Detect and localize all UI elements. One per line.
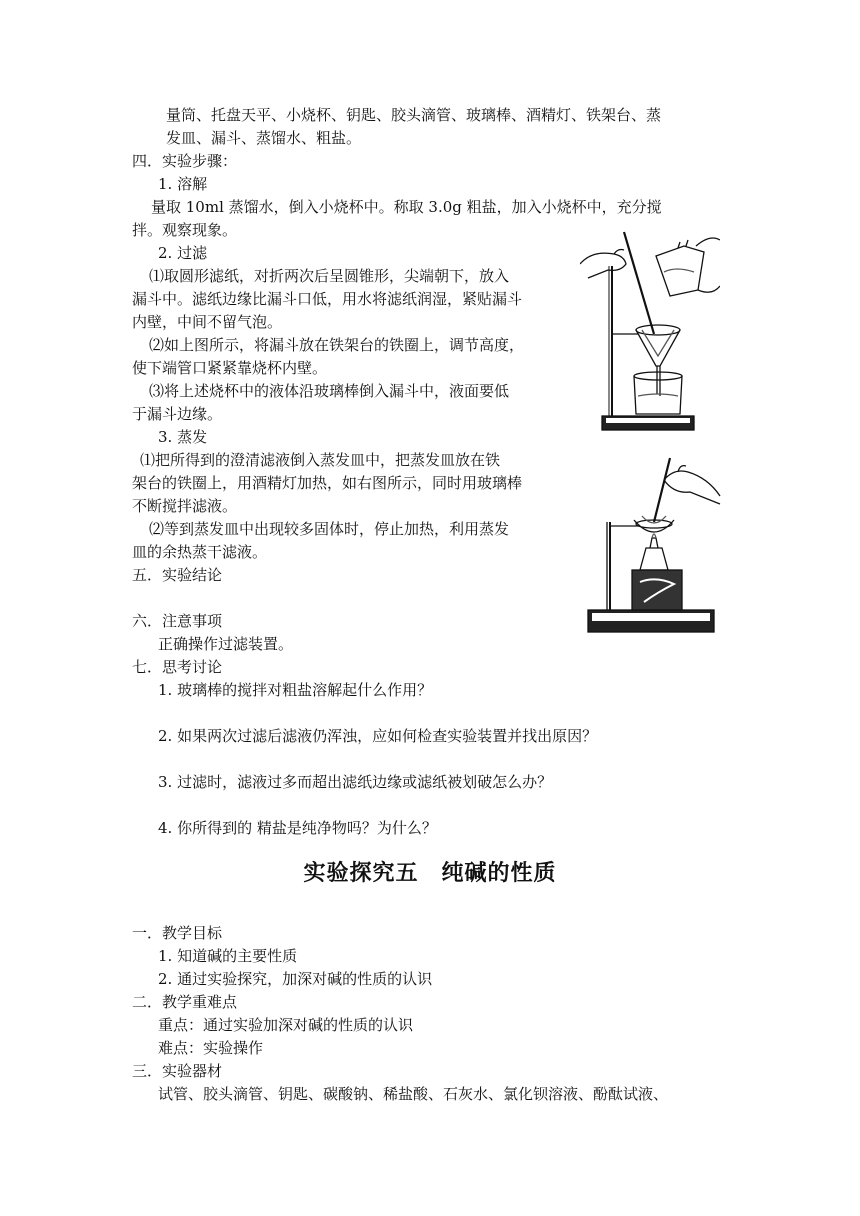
difficulty: 难点：实验操作 bbox=[158, 1039, 264, 1057]
filtration-apparatus-figure bbox=[580, 226, 720, 436]
steps-heading: 四．实验步骤： bbox=[132, 152, 238, 170]
step2-title: 2. 过滤 bbox=[158, 244, 208, 262]
equipment-line: 试管、胶头滴管、钥匙、碳酸钠、稀盐酸、石灰水、氯化钡溶液、酚酞试液、 bbox=[158, 1085, 669, 1103]
step3-title: 3. 蒸发 bbox=[158, 428, 208, 446]
step2-p3-line-2: 于漏斗边缘。 bbox=[132, 405, 223, 423]
materials-line-2: 发皿、漏斗、蒸馏水、粗盐。 bbox=[166, 129, 362, 147]
discussion-heading: 七．思考讨论 bbox=[132, 658, 223, 676]
materials-line-1: 量筒、托盘天平、小烧杯、钥匙、胶头滴管、玻璃棒、酒精灯、铁架台、蒸 bbox=[166, 106, 662, 124]
step2-p1-line-3: 内壁，中间不留气泡。 bbox=[132, 313, 283, 331]
key-heading: 二．教学重难点 bbox=[132, 993, 238, 1011]
step2-p3-line-1: ⑶将上述烧杯中的液体沿玻璃棒倒入漏斗中，液面要低 bbox=[149, 382, 510, 400]
step3-p1-line-2: 架台的铁圈上，用酒精灯加热，如右图所示，同时用玻璃棒 bbox=[132, 474, 523, 492]
step3-p2-line-1: ⑵等到蒸发皿中出现较多固体时，停止加热，利用蒸发 bbox=[149, 520, 510, 538]
step2-p2-line-1: ⑵如上图所示，将漏斗放在铁架台的铁圈上，调节高度， bbox=[149, 336, 525, 354]
conclusion-heading: 五．实验结论 bbox=[132, 566, 223, 584]
step1-line-2: 拌。观察现象。 bbox=[132, 221, 238, 239]
goals-heading: 一．教学目标 bbox=[132, 924, 223, 942]
goal-1: 1. 知道碱的主要性质 bbox=[158, 947, 298, 965]
step3-p2-line-2: 皿的余热蒸干滤液。 bbox=[132, 543, 268, 561]
step2-p1-line-1: ⑴取圆形滤纸，对折两次后呈圆锥形，尖端朝下，放入 bbox=[149, 267, 510, 285]
goal-2: 2. 通过实验探究，加深对碱的性质的认识 bbox=[158, 970, 433, 988]
notes-heading: 六．注意事项 bbox=[132, 612, 223, 630]
equipment-heading: 三．实验器材 bbox=[132, 1062, 223, 1080]
step3-p1-line-1: ⑴把所得到的澄清滤液倒入蒸发皿中，把蒸发皿放在铁 bbox=[140, 451, 501, 469]
key-point: 重点：通过实验加深对碱的性质的认识 bbox=[158, 1016, 414, 1034]
question-4: 4. 你所得到的 精盐是纯净物吗？为什么？ bbox=[158, 819, 437, 837]
notes-text: 正确操作过滤装置。 bbox=[158, 635, 294, 653]
question-3: 3. 过滤时，滤液过多而超出滤纸边缘或滤纸被划破怎么办？ bbox=[158, 773, 553, 791]
question-2: 2. 如果两次过滤后滤液仍浑浊，应如何检查实验装置并找出原因？ bbox=[158, 727, 598, 745]
question-1: 1. 玻璃棒的搅拌对粗盐溶解起什么作用？ bbox=[158, 681, 433, 699]
step2-p2-line-2: 使下端管口紧紧靠烧杯内壁。 bbox=[132, 359, 328, 377]
step1-line-1: 量取 10ml 蒸馏水，倒入小烧杯中。称取 3.0g 粗盐，加入小烧杯中，充分搅 bbox=[151, 198, 662, 216]
section-title: 实验探究五 纯碱的性质 bbox=[303, 861, 557, 886]
step2-p1-line-2: 漏斗中。滤纸边缘比漏斗口低，用水将滤纸润湿，紧贴漏斗 bbox=[132, 290, 523, 308]
evaporation-apparatus-figure bbox=[584, 452, 724, 638]
step3-p1-line-3: 不断搅拌滤液。 bbox=[132, 497, 238, 515]
step1-title: 1. 溶解 bbox=[158, 175, 208, 193]
